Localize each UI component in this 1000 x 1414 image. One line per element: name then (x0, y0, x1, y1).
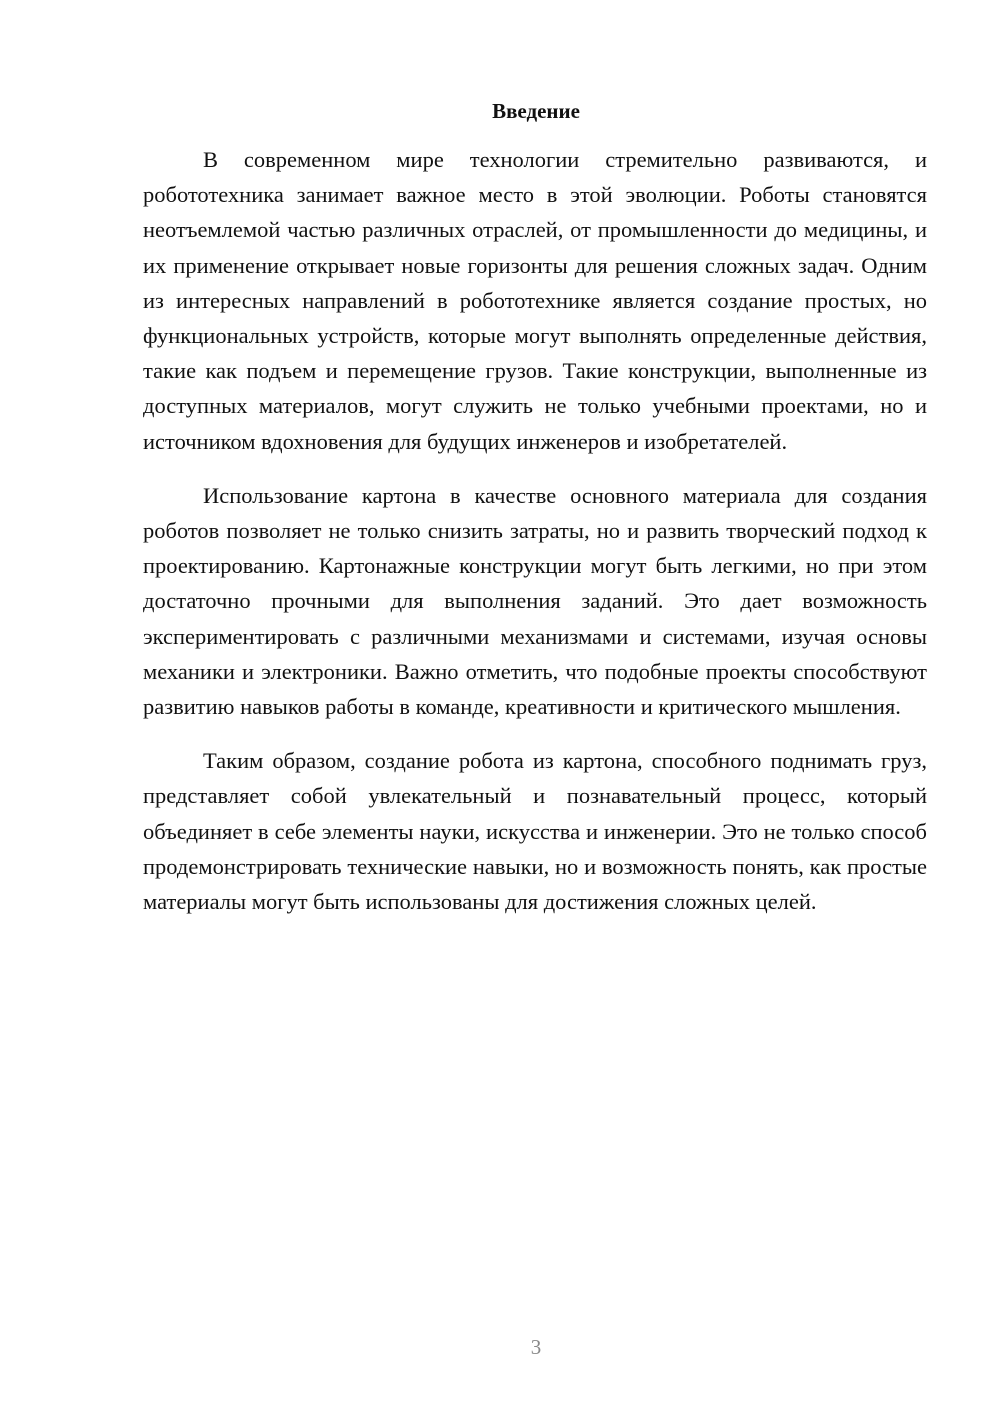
document-body (143, 142, 927, 919)
paragraph-intro: В современном мире технологии стремительно развиваются, и робототехника занимает важное место в этой эволюции. Роботы становятся неотъемлемой частью различных отраслей, от промышленности до медицины, и их применение открывает новые горизонты для решения сложных задач. Одним из интересных направлений в робототехнике является создание простых, но функциональных устройств, которые могут выполнять определенные действия, такие как подъем и перемещение грузов. Такие конструкции, выполненные из доступных материалов, могут служить не только учебными проектами, но и источником вдохновения для будущих инженеров и изобретателей. (143, 147, 927, 454)
paragraph-cardboard: Использование картона в качестве основного материала для создания роботов позволяет не только снизить затраты, но и развить творческий подход к проектированию. Картонажные конструкции могут быть легкими, но при этом достаточно прочными для выполнения заданий. Это дает возможность экспериментировать с различными механизмами и системами, изучая основы механики и электроники. Важно отметить, что подобные проекты способствуют развитию навыков работы в команде, креативности и критического мышления. (143, 482, 927, 720)
page-number: 3 (530, 1335, 542, 1359)
paragraph-conclusion: Таким образом, создание робота из картона, способного поднимать груз, представляет собой увлекательный и познавательный процесс, который объединяет в себе элементы науки, искусства и инженерии. Это не только способ продемонстрировать технические навыки, но и возможность понять, как простые материалы могут быть использованы для достижения сложных целей. (143, 748, 927, 915)
page-title: Введение (492, 99, 580, 123)
